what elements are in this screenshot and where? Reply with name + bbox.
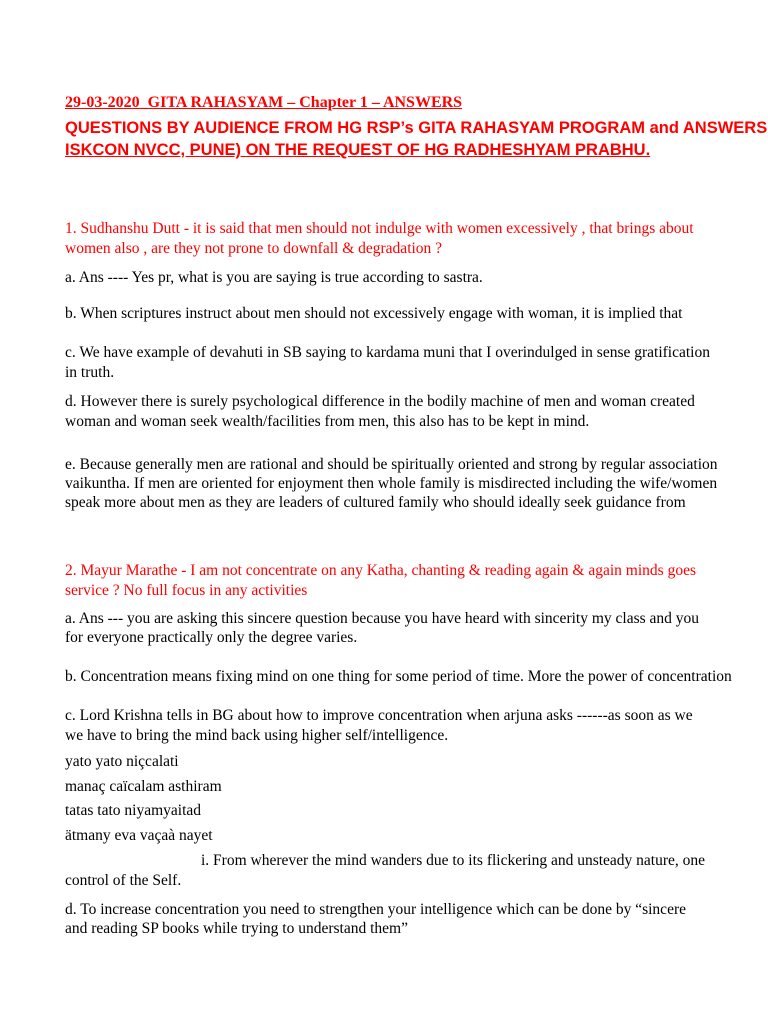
- translation-line-2: control of the Self.: [65, 872, 182, 889]
- verse-line-2: manaç caïcalam asthiram: [65, 778, 222, 795]
- answer-1a: a. Ans ---- Yes pr, what is you are saying is true according to sastra.: [65, 269, 483, 286]
- verse-line-3: tatas tato niyamyaitad: [65, 802, 202, 819]
- answer-1d-line-2: woman and woman seek wealth/facilities from men, this also has to be kept in mind.: [65, 413, 590, 430]
- answer-2c-line-2: we have to bring the mind back using higher self/intelligence.: [65, 727, 449, 744]
- translation-line-1: i. From wherever the mind wanders due to its flickering and unsteady nature, one: [201, 852, 706, 869]
- answer-2a-line-1: a. Ans --- you are asking this sincere question because you have heard with sincerity my class and you: [65, 610, 700, 627]
- answer-1e-line-1: e. Because generally men are rational and should be spiritually oriented and strong by regular association: [65, 456, 718, 473]
- answer-2a-line-2: for everyone practically only the degree varies.: [65, 629, 358, 646]
- answer-1c-line-1: c. We have example of devahuti in SB saying to kardama muni that I overindulged in sense gratification: [65, 344, 710, 361]
- answer-1e-line-3: speak more about men as they are leaders of cultured family who should ideally seek guidance from: [65, 494, 686, 511]
- verse-line-1: yato yato niçcalati: [65, 753, 179, 770]
- question-2-line-1: 2. Mayur Marathe - I am not concentrate on any Katha, chanting & reading again & again minds goes: [65, 562, 696, 579]
- answer-2d-line-1: d. To increase concentration you need to strengthen your intelligence which can be done by “sincere: [65, 901, 686, 918]
- answer-2b: b. Concentration means fixing mind on one thing for some period of time. More the power of concentration: [65, 668, 732, 685]
- document-subtitle-line-2: ISKCON NVCC, PUNE) ON THE REQUEST OF HG RADHESHYAM PRABHU.: [65, 141, 651, 159]
- answer-2c-line-1: c. Lord Krishna tells in BG about how to improve concentration when arjuna asks ------as soon as we: [65, 707, 693, 724]
- answer-1d-line-1: d. However there is surely psychological difference in the bodily machine of men and woman created: [65, 393, 695, 410]
- document-subtitle-line-1: QUESTIONS BY AUDIENCE FROM HG RSP’s GITA RAHASYAM PROGRAM and ANSWERS: [65, 119, 768, 137]
- document-title: 29-03-2020_GITA RAHASYAM – Chapter 1 – ANSWERS: [65, 94, 463, 111]
- question-1-line-2: women also , are they not prone to downfall & degradation ?: [65, 240, 443, 257]
- answer-1c-line-2: in truth.: [65, 364, 115, 381]
- answer-1e-line-2: vaikuntha. If men are oriented for enjoyment then whole family is misdirected including the wife/women: [65, 475, 718, 492]
- question-2-line-2: service ? No full focus in any activities: [65, 582, 308, 599]
- answer-2d-line-2: and reading SP books while trying to understand them”: [65, 920, 408, 937]
- verse-line-4: ätmany eva vaçaà nayet: [65, 827, 213, 844]
- answer-1b: b. When scriptures instruct about men should not excessively engage with woman, it is implied that: [65, 305, 683, 322]
- question-1-line-1: 1. Sudhanshu Dutt - it is said that men should not indulge with women excessively , that brings about: [65, 220, 694, 237]
